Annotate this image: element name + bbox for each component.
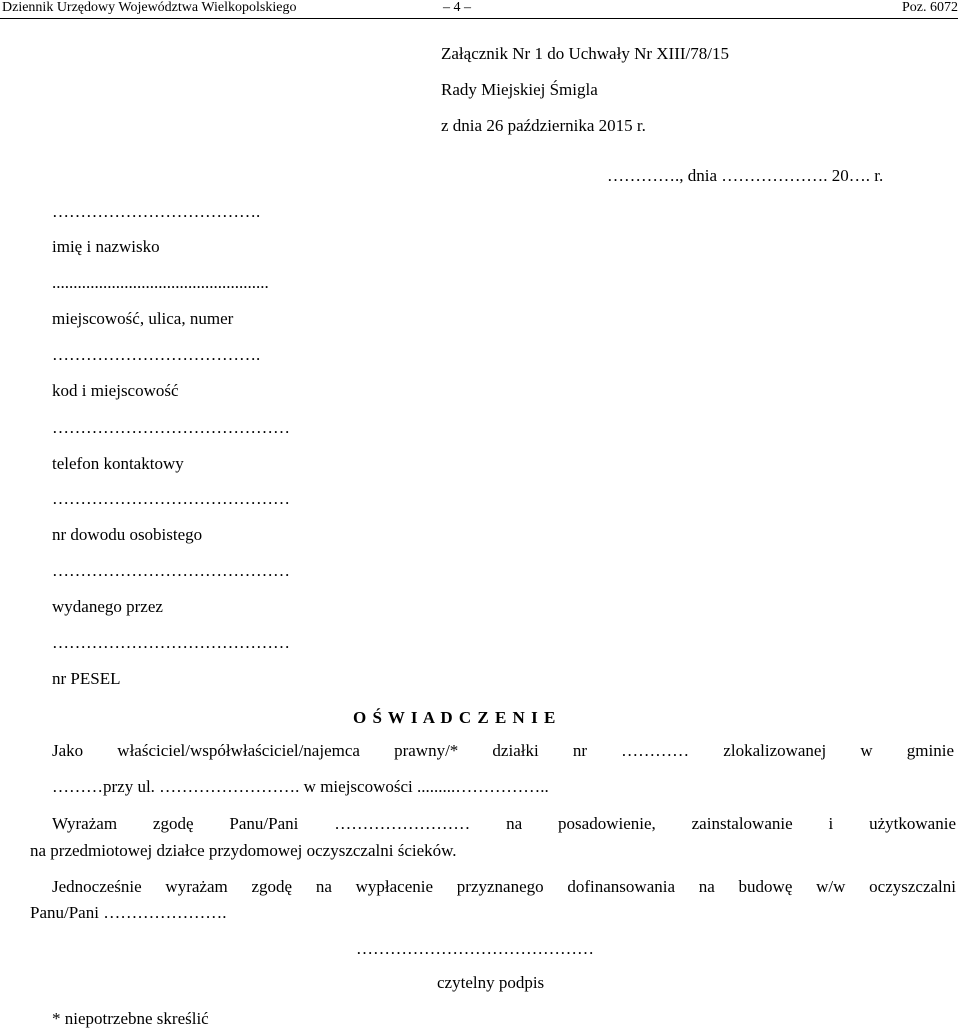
phone-label: telefon kontaktowy bbox=[52, 454, 184, 473]
annex-line-3: z dnia 26 października 2015 r. bbox=[441, 116, 646, 135]
id-number-label: nr dowodu osobistego bbox=[52, 525, 203, 544]
paragraph-2-line-1: Wyrażam zgodę Panu/Pani …………………… na posadowienie, zainstalowanie i użytkowanie bbox=[52, 814, 956, 833]
paragraph-2-line-2: na przedmiotowej działce przydomowej oczyszczalni ścieków. bbox=[30, 841, 457, 860]
footnote: * niepotrzebne skreślić bbox=[52, 1009, 209, 1028]
issued-by-dots: …………………………………… bbox=[52, 561, 290, 580]
page-number: – 4 – bbox=[443, 0, 471, 15]
postal-dots: ………………………………. bbox=[52, 345, 261, 364]
paragraph-3-line-1: Jednocześnie wyrażam zgodę na wypłacenie przyznanego dofinansowania na budowę w/w oczyszczalni bbox=[52, 877, 956, 896]
paragraph-3-line-2: Panu/Pani …………………. bbox=[30, 903, 227, 922]
annex-line-2: Rady Miejskiej Śmigla bbox=[441, 80, 598, 99]
position-number: Poz. 6072 bbox=[902, 0, 958, 15]
name-label: imię i nazwisko bbox=[52, 237, 160, 256]
issued-by-label: wydanego przez bbox=[52, 597, 163, 616]
signature-dots: …………………………………… bbox=[356, 939, 594, 958]
name-dots: ………………………………. bbox=[52, 202, 261, 221]
date-line: …………., dnia ………………. 20…. r. bbox=[607, 166, 884, 185]
signature-label: czytelny podpis bbox=[437, 973, 545, 992]
paragraph-1-line-1: Jako właściciel/współwłaściciel/najemca prawny/* działki nr ………… zlokalizowanej w gminie bbox=[52, 741, 954, 760]
document-title: O Ś W I A D C Z E N I E bbox=[353, 708, 557, 727]
journal-name: Dziennik Urzędowy Województwa Wielkopolskiego bbox=[2, 0, 297, 15]
id-number-dots: …………………………………… bbox=[52, 489, 290, 508]
annex-line-1: Załącznik Nr 1 do Uchwały Nr XIII/78/15 bbox=[441, 44, 729, 63]
pesel-label: nr PESEL bbox=[52, 669, 121, 688]
pesel-dots: …………………………………… bbox=[52, 633, 290, 652]
header-rule bbox=[0, 18, 958, 19]
address-dots: ................................................... bbox=[52, 273, 269, 292]
paragraph-1-line-2: ………przy ul. ……………………. w miejscowości .........…………….. bbox=[52, 777, 549, 796]
address-label: miejscowość, ulica, numer bbox=[52, 309, 234, 328]
phone-dots: …………………………………… bbox=[52, 418, 290, 437]
postal-label: kod i miejscowość bbox=[52, 381, 179, 400]
page-header bbox=[0, 0, 960, 18]
